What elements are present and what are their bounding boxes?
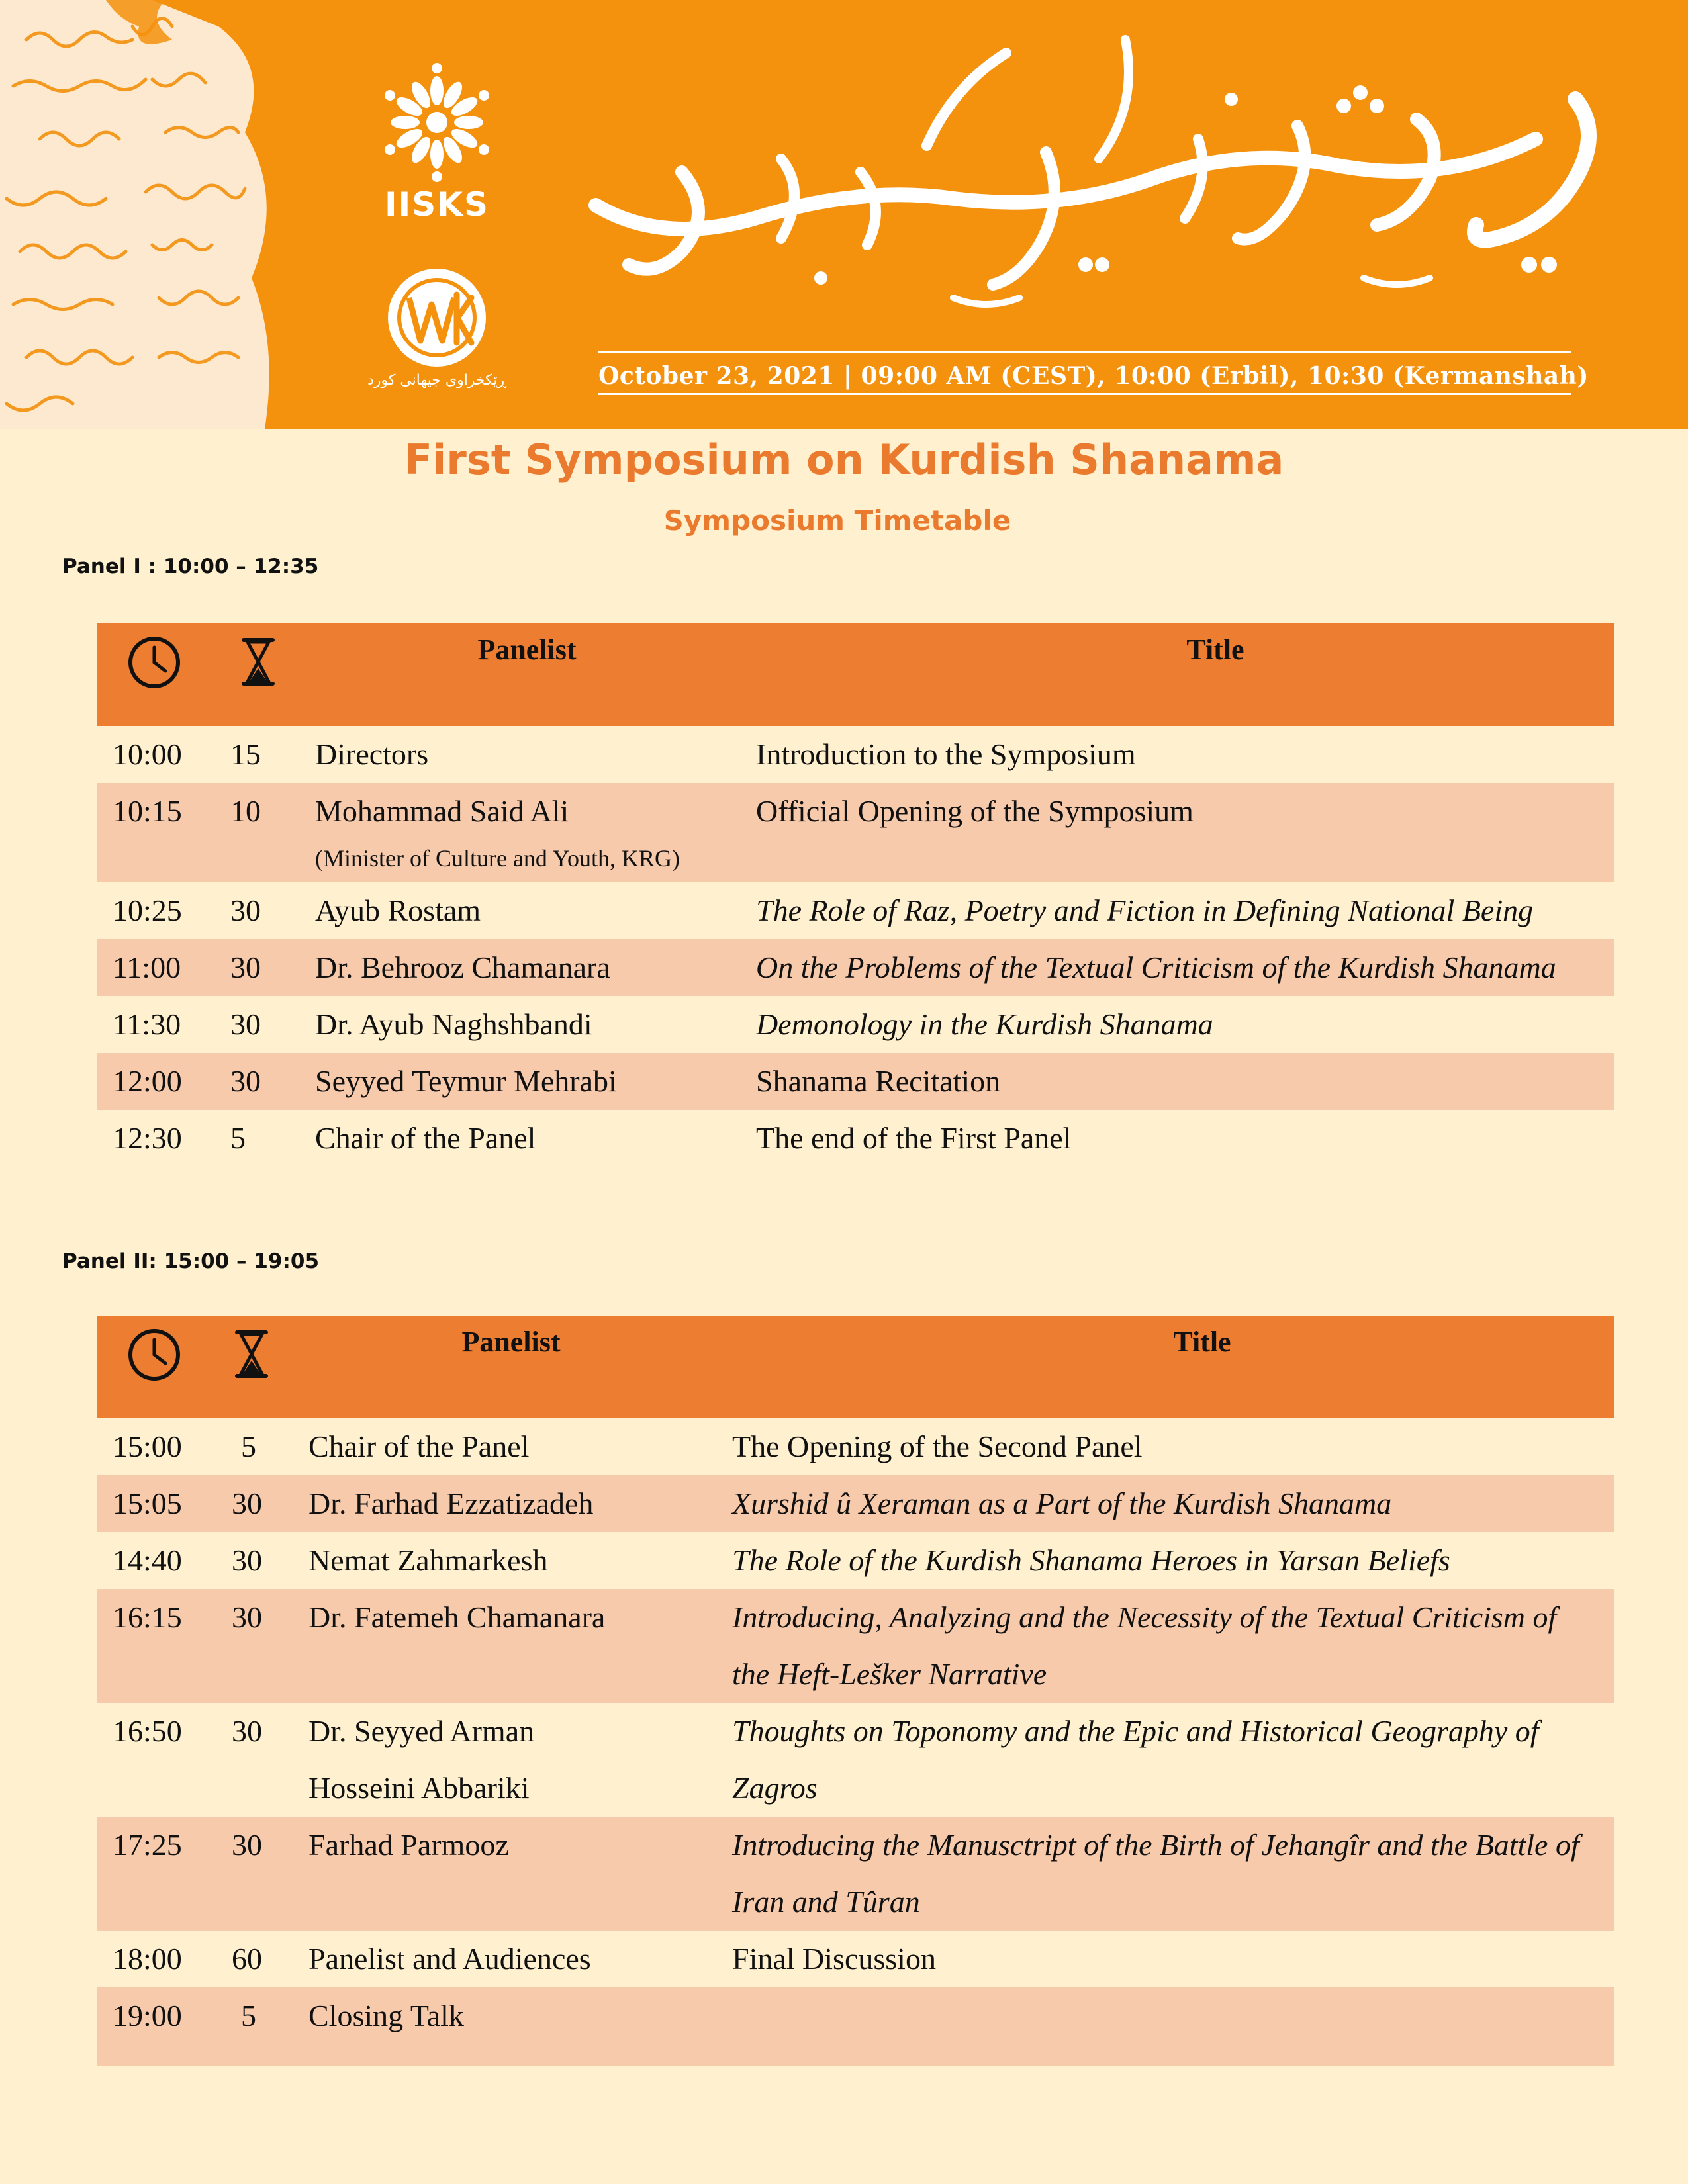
row-panelist: Dr. Ayub Naghshbandi: [315, 1007, 592, 1041]
table-row: [97, 939, 1614, 996]
kw-emblem-icon: [357, 265, 516, 371]
panel2-col-panelist: Panelist: [461, 1326, 561, 1358]
row-time: 12:30: [113, 1121, 182, 1155]
kurdish-world-org-logo: [357, 265, 516, 404]
iisks-logo-text: IISKS: [385, 185, 489, 224]
row-duration: 15: [230, 737, 261, 771]
row-title: Xurshid û Xeraman as a Part of the Kurdish Shanama: [732, 1486, 1392, 1520]
hourglass-icon: [233, 1329, 270, 1379]
row-duration: 30: [232, 1543, 262, 1577]
row-duration: 30: [230, 950, 261, 984]
banner-rule-top: [598, 351, 1571, 353]
kw-logo-text: ڕێکخراوی جیهانی کورد: [367, 372, 506, 388]
row-title-line2: the Heft-Lešker Narrative: [732, 1657, 1047, 1691]
manuscript-background-image: [0, 0, 291, 429]
row-panelist: Chair of the Panel: [315, 1121, 536, 1155]
table-row: [97, 1703, 1614, 1817]
hourglass-icon: [240, 637, 277, 687]
row-duration: 30: [232, 1600, 262, 1634]
row-duration: 30: [230, 1064, 261, 1098]
row-time: 12:00: [113, 1064, 182, 1098]
table-row: [97, 996, 1614, 1053]
row-title-line2: Iran and Tûran: [732, 1885, 920, 1919]
row-time: 16:50: [113, 1714, 182, 1748]
page-subtitle: Symposium Timetable: [663, 504, 1011, 537]
row-title: Official Opening of the Symposium: [756, 794, 1194, 828]
row-title-line1: Thoughts on Toponomy and the Epic and Historical Geography of: [732, 1714, 1539, 1748]
row-title-line2: Zagros: [732, 1771, 818, 1805]
row-time: 10:25: [113, 893, 182, 927]
row-panelist: Ayub Rostam: [315, 893, 481, 927]
row-title: On the Problems of the Textual Criticism of the Kurdish Shanama: [756, 950, 1556, 984]
row-duration: 5: [241, 1999, 256, 2032]
event-date-line: October 23, 2021 | 09:00 AM (CEST), 10:00 (Erbil), 10:30 (Kermanshah): [598, 362, 1589, 390]
panel1-col-panelist: Panelist: [477, 633, 577, 666]
table-row: [97, 1931, 1614, 1987]
row-time: 19:00: [113, 1999, 182, 2032]
page-title: First Symposium on Kurdish Shanama: [404, 435, 1284, 484]
table-row: [97, 1110, 1614, 1167]
row-duration: 5: [230, 1121, 246, 1155]
row-title-line1: Introducing, Analyzing and the Necessity of the Textual Criticism of: [732, 1600, 1557, 1634]
row-panelist: Closing Talk: [308, 1999, 464, 2032]
table-row: [97, 1475, 1614, 1532]
row-time: 10:00: [113, 737, 182, 771]
table-row: [97, 1987, 1614, 2066]
row-time: 17:25: [113, 1828, 182, 1862]
row-panelist: Mohammad Said Ali: [315, 794, 569, 828]
row-time: 16:15: [113, 1600, 182, 1634]
table-row: [97, 882, 1614, 939]
row-panelist: Chair of the Panel: [308, 1430, 530, 1463]
row-panelist-line2: Hosseini Abbariki: [308, 1771, 530, 1805]
table-row: [97, 1532, 1614, 1589]
table-row: [97, 1589, 1614, 1703]
row-title-line1: Introducing the Manusctript of the Birth of Jehangîr and the Battle of: [732, 1828, 1579, 1862]
row-panelist: Dr. Behrooz Chamanara: [315, 950, 610, 984]
iisks-logo: [371, 60, 503, 225]
banner-rule-bottom: [598, 393, 1571, 395]
row-time: 11:30: [113, 1007, 181, 1041]
row-time: 18:00: [113, 1942, 182, 1976]
panel2-col-title: Title: [1173, 1326, 1231, 1358]
table-row: [97, 783, 1614, 882]
row-time: 15:00: [113, 1430, 182, 1463]
row-title: Final Discussion: [732, 1942, 936, 1976]
clock-icon: [127, 635, 181, 690]
row-panelist-line1: Dr. Seyyed Arman: [308, 1714, 535, 1748]
row-panelist: Nemat Zahmarkesh: [308, 1543, 548, 1577]
row-duration: 30: [232, 1828, 262, 1862]
panel2-table-header: [97, 1316, 1614, 1418]
row-duration: 30: [230, 1007, 261, 1041]
row-title: Shanama Recitation: [756, 1064, 1001, 1098]
kurdish-calligraphy-title: [583, 26, 1628, 338]
row-time: 11:00: [113, 950, 181, 984]
row-duration: 30: [230, 893, 261, 927]
row-title: The end of the First Panel: [756, 1121, 1072, 1155]
row-panelist: Seyyed Teymur Mehrabi: [315, 1064, 617, 1098]
panel1-label: Panel I : 10:00 – 12:35: [62, 555, 319, 578]
row-panelist: Dr. Fatemeh Chamanara: [308, 1600, 606, 1634]
iisks-flower-icon: [371, 60, 503, 185]
row-panelist: Panelist and Audiences: [308, 1942, 591, 1976]
table-row: [97, 726, 1614, 783]
table-row: [97, 1817, 1614, 1931]
row-duration: 30: [232, 1714, 262, 1748]
row-duration: 10: [230, 794, 261, 828]
row-panelist-note: (Minister of Culture and Youth, KRG): [315, 845, 680, 872]
row-title: The Role of Raz, Poetry and Fiction in Defining National Being: [756, 893, 1534, 927]
row-title: Introduction to the Symposium: [756, 737, 1136, 771]
row-title: The Role of the Kurdish Shanama Heroes in Yarsan Beliefs: [732, 1543, 1450, 1577]
row-duration: 5: [241, 1430, 256, 1463]
row-duration: 60: [232, 1942, 262, 1976]
row-panelist: Farhad Parmooz: [308, 1828, 509, 1862]
row-panelist: Directors: [315, 737, 429, 771]
row-duration: 30: [232, 1486, 262, 1520]
panel1-timetable: [97, 623, 1614, 1153]
table-row: [97, 1418, 1614, 1475]
header-banner: [0, 0, 1688, 429]
panel2-timetable: [97, 1316, 1614, 2070]
row-title: Demonology in the Kurdish Shanama: [756, 1007, 1213, 1041]
row-time: 15:05: [113, 1486, 182, 1520]
row-title: The Opening of the Second Panel: [732, 1430, 1143, 1463]
panel1-col-title: Title: [1186, 633, 1244, 666]
row-time: 14:40: [113, 1543, 182, 1577]
table-row: [97, 1053, 1614, 1110]
clock-icon: [127, 1328, 181, 1382]
panel1-table-header: [97, 623, 1614, 726]
panel2-label: Panel II: 15:00 – 19:05: [62, 1250, 320, 1273]
row-panelist: Dr. Farhad Ezzatizadeh: [308, 1486, 594, 1520]
row-time: 10:15: [113, 794, 182, 828]
